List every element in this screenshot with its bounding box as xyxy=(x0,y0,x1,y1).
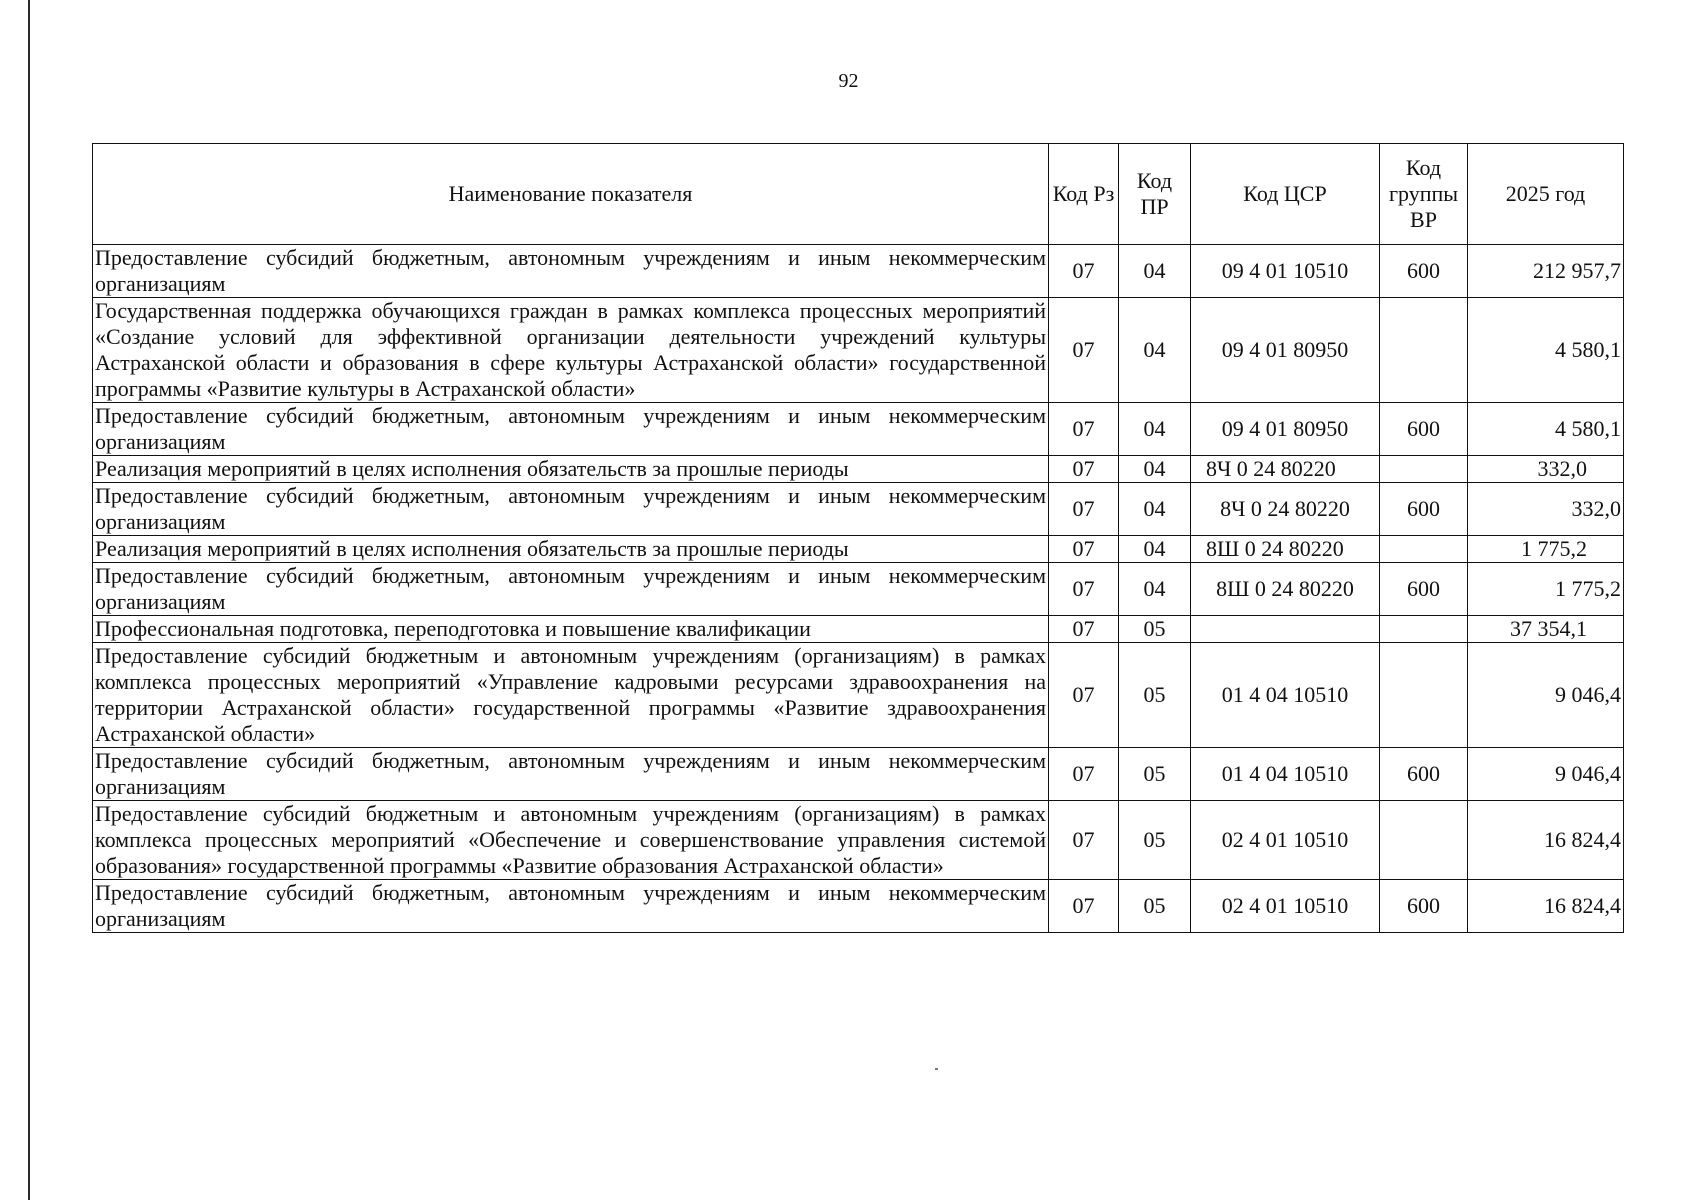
row-rz: 07 xyxy=(1049,880,1119,933)
row-amount: 9 046,4 xyxy=(1468,643,1624,748)
row-csr: 02 4 01 10510 xyxy=(1191,880,1380,933)
row-name: Предоставление субсидий бюджетным, автономным учреждениям и иным некоммерческим организациям xyxy=(93,563,1049,616)
row-rz: 07 xyxy=(1049,616,1119,643)
row-vr xyxy=(1380,643,1468,748)
row-name: Предоставление субсидий бюджетным, автономным учреждениям и иным некоммерческим организациям xyxy=(93,483,1049,536)
row-name: Профессиональная подготовка, переподготовка и повышение квалификации xyxy=(93,616,1049,643)
table-row xyxy=(93,245,1624,298)
row-pr: 05 xyxy=(1119,801,1191,880)
table-row xyxy=(93,880,1624,933)
table-row xyxy=(93,616,1624,643)
header-name: Наименование показателя xyxy=(93,144,1049,245)
row-amount: 9 046,4 xyxy=(1468,748,1624,801)
row-name: Предоставление субсидий бюджетным и автономным учреждениям (организациям) в рамках комплекса процессных мероприятий «Обеспечение и совершенствование управления системой образования» государственной программы «Развитие образования Астраханской области» xyxy=(93,801,1049,880)
table-row xyxy=(93,536,1624,563)
row-name: Реализация мероприятий в целях исполнения обязательств за прошлые периоды xyxy=(93,536,1049,563)
row-rz: 07 xyxy=(1049,643,1119,748)
header-pr: Код ПР xyxy=(1119,144,1191,245)
row-pr: 05 xyxy=(1119,748,1191,801)
row-rz: 07 xyxy=(1049,456,1119,483)
row-pr: 05 xyxy=(1119,643,1191,748)
row-csr: 8Ч 0 24 80220 xyxy=(1191,483,1380,536)
table-row xyxy=(93,298,1624,403)
row-csr: 8Ш 0 24 80220 xyxy=(1191,563,1380,616)
header-vr: Код группы ВР xyxy=(1380,144,1468,245)
row-rz: 07 xyxy=(1049,801,1119,880)
row-csr: 09 4 01 80950 xyxy=(1191,298,1380,403)
row-rz: 07 xyxy=(1049,298,1119,403)
row-csr: 8Ш 0 24 80220 xyxy=(1191,536,1380,563)
row-rz: 07 xyxy=(1049,748,1119,801)
row-vr xyxy=(1380,801,1468,880)
row-vr: 600 xyxy=(1380,245,1468,298)
row-pr: 05 xyxy=(1119,880,1191,933)
header-year: 2025 год xyxy=(1468,144,1624,245)
row-pr: 04 xyxy=(1119,403,1191,456)
row-vr xyxy=(1380,456,1468,483)
table-row xyxy=(93,483,1624,536)
row-amount: 1 775,2 xyxy=(1468,536,1624,563)
row-rz: 07 xyxy=(1049,403,1119,456)
row-rz: 07 xyxy=(1049,536,1119,563)
row-amount: 16 824,4 xyxy=(1468,880,1624,933)
row-amount: 37 354,1 xyxy=(1468,616,1624,643)
page-number: 92 xyxy=(838,70,859,92)
row-vr: 600 xyxy=(1380,563,1468,616)
header-rz: Код Рз xyxy=(1049,144,1119,245)
row-name: Предоставление субсидий бюджетным и автономным учреждениям (организациям) в рамках комплекса процессных мероприятий «Управление кадровыми ресурсами здравоохранения на территории Астраханской области» государственной программы «Развитие здравоохранения Астраханской области» xyxy=(93,643,1049,748)
row-pr: 04 xyxy=(1119,456,1191,483)
scan-speck xyxy=(935,1068,938,1070)
row-rz: 07 xyxy=(1049,563,1119,616)
table-row xyxy=(93,403,1624,456)
row-name: Реализация мероприятий в целях исполнения обязательств за прошлые периоды xyxy=(93,456,1049,483)
row-name: Предоставление субсидий бюджетным, автономным учреждениям и иным некоммерческим организациям xyxy=(93,245,1049,298)
row-vr xyxy=(1380,298,1468,403)
row-name: Предоставление субсидий бюджетным, автономным учреждениям и иным некоммерческим организациям xyxy=(93,403,1049,456)
table-header-row xyxy=(93,144,1624,245)
row-vr: 600 xyxy=(1380,880,1468,933)
budget-table xyxy=(92,143,1624,933)
row-csr: 09 4 01 80950 xyxy=(1191,403,1380,456)
row-rz: 07 xyxy=(1049,483,1119,536)
row-amount: 1 775,2 xyxy=(1468,563,1624,616)
row-vr: 600 xyxy=(1380,748,1468,801)
row-amount: 16 824,4 xyxy=(1468,801,1624,880)
row-pr: 04 xyxy=(1119,298,1191,403)
header-csr: Код ЦСР xyxy=(1191,144,1380,245)
table-row xyxy=(93,643,1624,748)
row-csr: 01 4 04 10510 xyxy=(1191,748,1380,801)
row-vr: 600 xyxy=(1380,403,1468,456)
row-pr: 04 xyxy=(1119,563,1191,616)
row-name: Предоставление субсидий бюджетным, автономным учреждениям и иным некоммерческим организациям xyxy=(93,748,1049,801)
row-amount: 332,0 xyxy=(1468,456,1624,483)
row-amount: 212 957,7 xyxy=(1468,245,1624,298)
row-vr xyxy=(1380,536,1468,563)
row-name: Государственная поддержка обучающихся граждан в рамках комплекса процессных мероприятий «Создание условий для эффективной организации деятельности учреждений культуры Астраханской области и образования в сфере культуры Астраханской области» государственной программы «Развитие культуры в Астраханской области» xyxy=(93,298,1049,403)
row-vr xyxy=(1380,616,1468,643)
row-name: Предоставление субсидий бюджетным, автономным учреждениям и иным некоммерческим организациям xyxy=(93,880,1049,933)
row-csr: 8Ч 0 24 80220 xyxy=(1191,456,1380,483)
row-amount: 4 580,1 xyxy=(1468,298,1624,403)
table-row xyxy=(93,748,1624,801)
row-vr: 600 xyxy=(1380,483,1468,536)
row-pr: 04 xyxy=(1119,483,1191,536)
row-pr: 04 xyxy=(1119,536,1191,563)
row-csr xyxy=(1191,616,1380,643)
table-row xyxy=(93,456,1624,483)
row-amount: 4 580,1 xyxy=(1468,403,1624,456)
table-row xyxy=(93,801,1624,880)
row-csr: 01 4 04 10510 xyxy=(1191,643,1380,748)
row-pr: 04 xyxy=(1119,245,1191,298)
row-csr: 09 4 01 10510 xyxy=(1191,245,1380,298)
row-pr: 05 xyxy=(1119,616,1191,643)
row-amount: 332,0 xyxy=(1468,483,1624,536)
table-row xyxy=(93,563,1624,616)
row-rz: 07 xyxy=(1049,245,1119,298)
row-csr: 02 4 01 10510 xyxy=(1191,801,1380,880)
binding-edge-line xyxy=(28,0,30,1200)
